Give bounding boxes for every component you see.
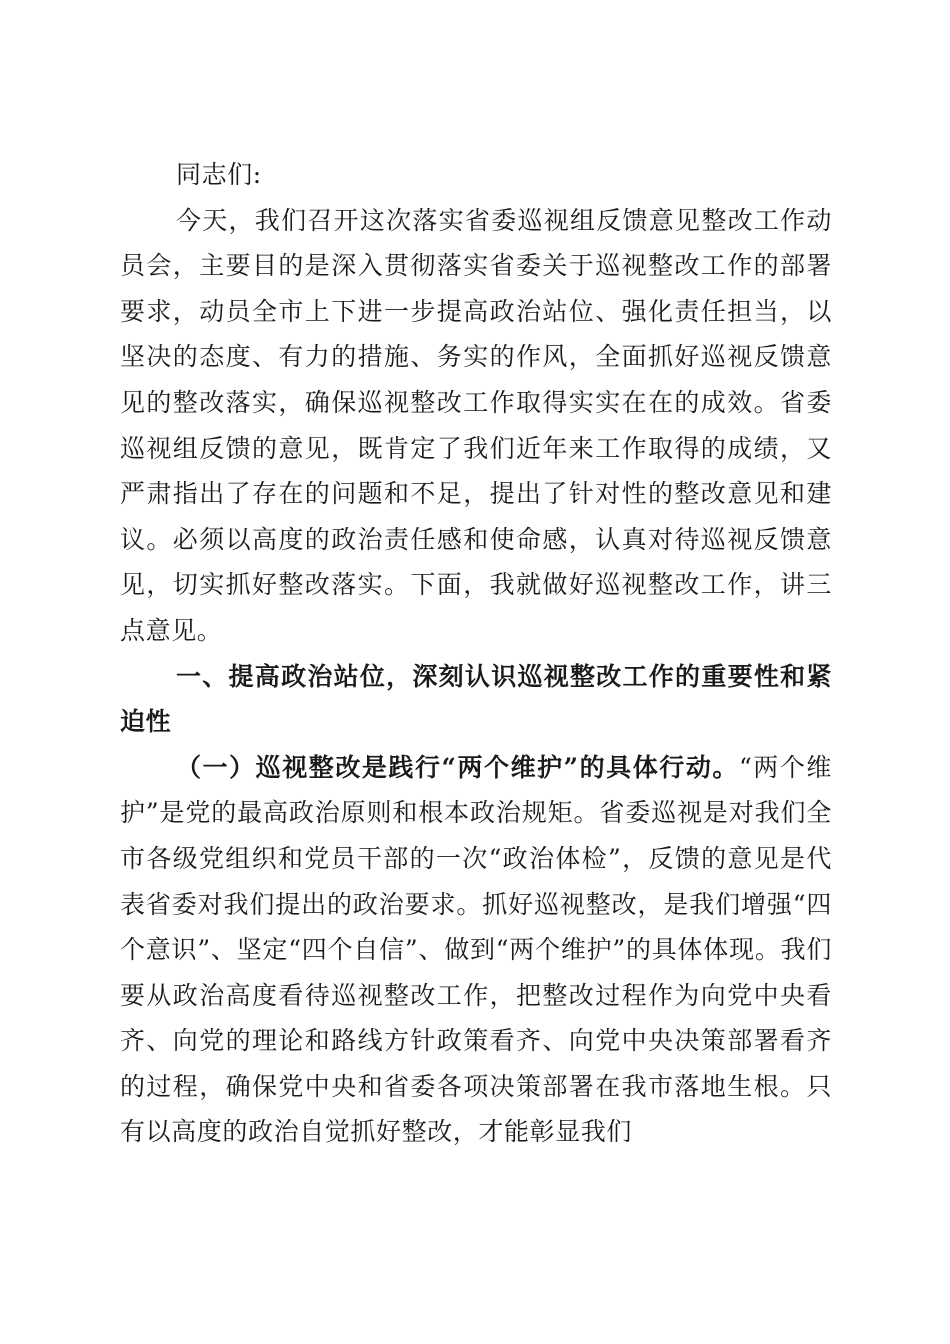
subsection-lead-1: （一）巡视整改是践行“两个维护”的具体行动。 — [176, 752, 739, 782]
document-body — [120, 152, 832, 1155]
subsection-body-1: “两个维护”是党的最高政治原则和根本政治规矩。省委巡视是对我们全市各级党组织和党员干部的一次“政治体检”，反馈的意见是代表省委对我们提出的政治要求。抓好巡视整改，是我们增强“四个意识”、坚定“四个自信”、做到“两个维护”的具体体现。我们要从政治高度看待巡视整改工作，把整改过程作为向党中央看齐、向党的理论和路线方针政策看齐、向党中央决策部署看齐的过程，确保党中央和省委各项决策部署在我市落地生根。只有以高度的政治自觉抓好整改，才能彰显我们 — [120, 752, 832, 1147]
subsection-paragraph-1 — [120, 745, 832, 1155]
salutation: 同志们: — [176, 160, 262, 189]
intro-paragraph: 今天，我们召开这次落实省委巡视组反馈意见整改工作动员会，主要目的是深入贯彻落实省委关于巡视整改工作的部署要求，动员全市上下进一步提高政治站位、强化责任担当，以坚决的态度、有力的措施、务实的作风，全面抓好巡视反馈意见的整改落实，确保巡视整改工作取得实实在在的成效。省委巡视组反馈的意见，既肯定了我们近年来工作取得的成绩，又严肃指出了存在的问题和不足，提出了针对性的整改意见和建议。必须以高度的政治责任感和使命感，认真对待巡视反馈意见，切实抓好整改落实。下面，我就做好巡视整改工作，讲三点意见。 — [120, 205, 832, 645]
section-heading-1: 一、提高政治站位，深刻认识巡视整改工作的重要性和紧迫性 — [120, 661, 832, 737]
